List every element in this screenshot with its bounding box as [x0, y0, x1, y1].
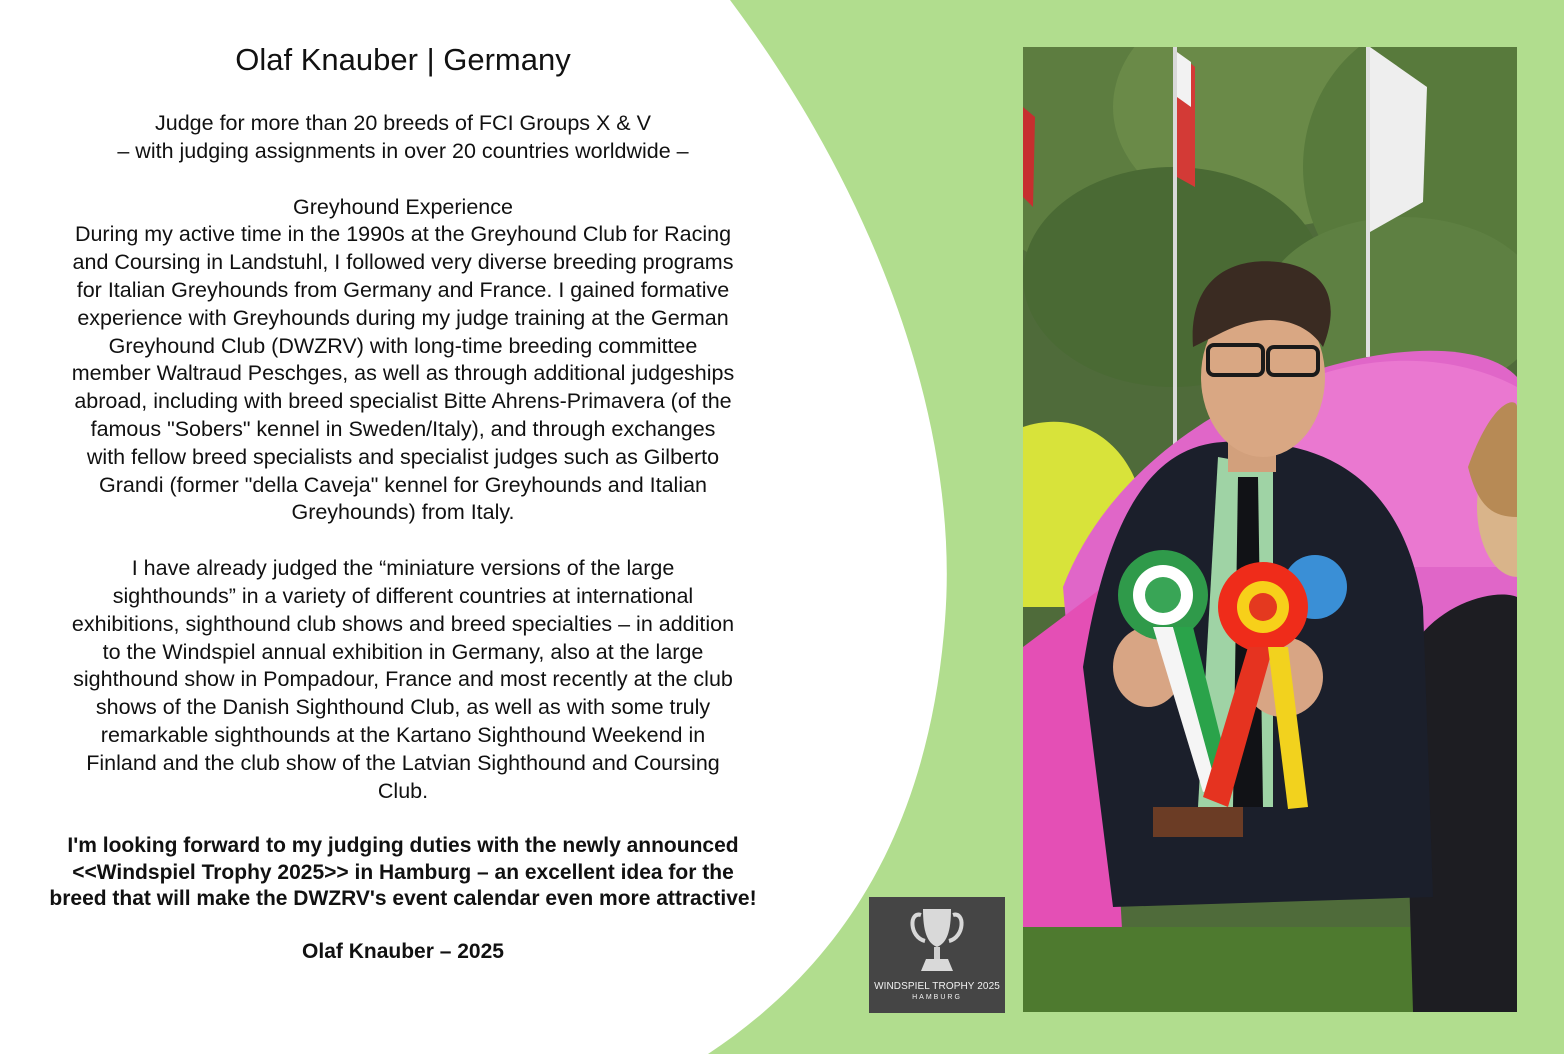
- paragraph-line: for Italian Greyhounds from Germany and France. I gained formative: [76, 277, 730, 302]
- experience-paragraph: [18, 221, 788, 527]
- judge-profile-text: [18, 40, 788, 965]
- paragraph-line: member Waltraud Peschges, as well as through additional judgeships: [71, 361, 735, 386]
- paragraph-line: exhibitions, sighthound club shows and breed specialties – in addition: [71, 611, 735, 636]
- paragraph-line: with fellow breed specialists and specialist judges such as Gilberto: [86, 444, 720, 469]
- trophy-icon: [869, 897, 1005, 981]
- windspiel-trophy-logo: [869, 897, 1005, 1013]
- paragraph-line: to the Windspiel annual exhibition in Germany, also at the large: [102, 639, 704, 664]
- closing-statement: [18, 833, 788, 913]
- paragraph-line: shows of the Danish Sighthound Club, as well as with some truly: [95, 695, 711, 720]
- photo-scene: [1023, 47, 1517, 1012]
- paragraph-line: I have already judged the “miniature versions of the large: [131, 556, 675, 581]
- signature: Olaf Knauber – 2025: [302, 939, 504, 963]
- paragraph-line: sighthounds” in a variety of different countries at international: [112, 583, 694, 608]
- intro-line-2: – with judging assignments in over 20 countries worldwide –: [117, 138, 689, 163]
- paragraph-line: Finland and the club show of the Latvian Sighthound and Coursing: [86, 750, 720, 775]
- judge-photo: [1023, 47, 1517, 1012]
- paragraph-line: breed that will make the DWZRV's event calendar even more attractive!: [49, 887, 757, 911]
- logo-title: WINDSPIEL TROPHY 2025: [874, 981, 1000, 992]
- paragraph-line: <<Windspiel Trophy 2025>> in Hamburg – an excellent idea for the: [72, 860, 734, 884]
- paragraph-line: I'm looking forward to my judging duties with the newly announced: [67, 834, 739, 858]
- paragraph-line: Grandi (former "della Caveja" kennel for Greyhounds and Italian: [98, 472, 708, 497]
- paragraph-line: and Coursing in Landstuhl, I followed very diverse breeding programs: [72, 250, 734, 275]
- page-title: Olaf Knauber | Germany: [235, 42, 571, 77]
- paragraph-line: Club.: [377, 778, 429, 803]
- paragraph-line: Greyhound Club (DWZRV) with long-time breeding committee: [108, 333, 698, 358]
- judged-paragraph: [18, 555, 788, 805]
- paragraph-line: Greyhounds) from Italy.: [291, 500, 515, 525]
- intro-line-1: Judge for more than 20 breeds of FCI Groups X & V: [155, 111, 651, 135]
- section-heading: Greyhound Experience: [293, 194, 513, 219]
- logo-subtitle: HAMBURG: [912, 994, 962, 1001]
- paragraph-line: remarkable sighthounds at the Kartano Sighthound Weekend in: [100, 722, 706, 747]
- paragraph-line: famous "Sobers" kennel in Sweden/Italy), and through exchanges: [90, 416, 716, 441]
- paragraph-line: abroad, including with breed specialist Bitte Ahrens-Primavera (of the: [74, 389, 732, 414]
- paragraph-line: During my active time in the 1990s at the Greyhound Club for Racing: [74, 222, 732, 247]
- paragraph-line: experience with Greyhounds during my judge training at the German: [77, 305, 729, 330]
- paragraph-line: sighthound show in Pompadour, France and most recently at the club: [73, 667, 733, 692]
